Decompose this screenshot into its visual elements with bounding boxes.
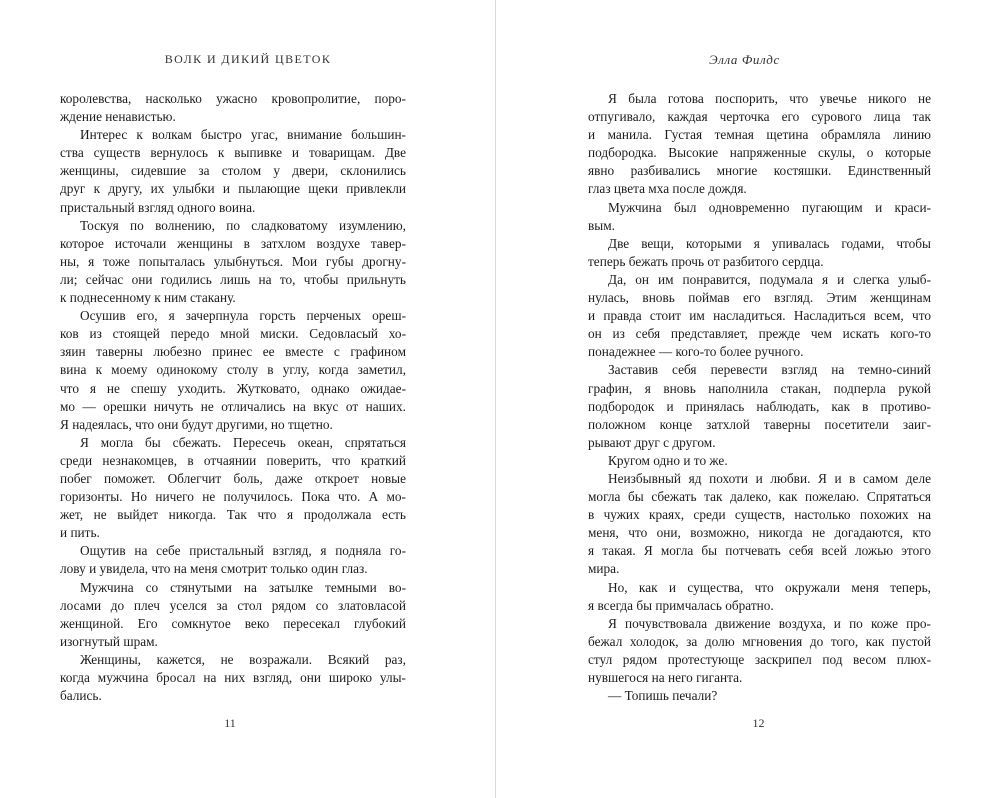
text-line: мо — орешки ничуть не отличались на вкус от наших. — [60, 398, 406, 414]
text-line: женщиной. Его сомкнутое веко пересекал глубокий — [60, 615, 406, 631]
text-line: изогнутый шрам. — [60, 633, 158, 649]
text-line: и манила. Густая темная щетина обрамляла линию — [588, 127, 931, 143]
running-head-author: Элла Филдс — [709, 52, 780, 67]
text-line: женщины, сидевшие за столом у двери, склонились — [60, 163, 406, 179]
text-line: ков из стоящей передо мной миски. Седовласый хо- — [60, 326, 406, 342]
text-line: жет, не выйдет никогда. Так что я продолжала есть — [60, 507, 406, 523]
text-line: пристальный взгляд одного воина. — [60, 199, 256, 215]
text-line: ждение ненавистью. — [60, 109, 176, 125]
text-line: ства существ вернулось к выпивке и товарищам. Две — [60, 145, 406, 161]
text-line: Но, как и существа, что окружали меня теперь, — [608, 579, 931, 595]
text-line: Интерес к волкам быстро угас, внимание большин- — [80, 127, 406, 143]
text-line: подбородок и принялась наблюдать, как в противо- — [588, 398, 931, 414]
left-page — [0, 0, 496, 798]
text-line: Неизбывный яд похоти и любви. Я и в самом деле — [608, 470, 931, 486]
text-line: могла бы сбежать так далеко, как пожелаю. Спрятаться — [588, 489, 931, 505]
text-line: вым. — [588, 217, 615, 233]
text-line: ли; сейчас они годились лишь на то, чтобы прильнуть — [60, 271, 406, 287]
running-head-title: ВОЛК И ДИКИЙ ЦВЕТОК — [164, 52, 332, 66]
text-line: Заставив себя перевести взгляд на темно-синий — [608, 362, 931, 378]
text-line: глаз цвета мха после дождя. — [588, 181, 747, 197]
text-line: он из себя представляет, прежде чем искать кого-то — [588, 326, 931, 342]
text-line: Мужчина был одновременно пугающим и краси- — [608, 199, 931, 215]
text-line: которое источали женщины в затхлом воздухе тавер- — [60, 235, 406, 251]
text-line: что я не спешу уходить. Жутковато, однако ожидае- — [60, 380, 406, 396]
text-line: я всегда бы примчалась обратно. — [588, 597, 774, 613]
text-line: мира. — [588, 561, 620, 577]
text-line: Тоскуя по волнению, по сладковатому изумлению, — [80, 217, 406, 233]
text-line: я такая. Я могла бы потчевать себя всей ложью этого — [588, 543, 931, 559]
text-line: графин, я вновь наполнила стакан, подперла рукой — [588, 380, 931, 396]
text-line: ны, я тоже попыталась улыбнуться. Мои губы дрогну- — [60, 253, 406, 269]
text-line: отпугивало, каждая черточка его сурового лица так — [588, 109, 931, 125]
right-page-body — [588, 90, 931, 705]
text-line: к поднесенному к ним стакану. — [60, 290, 236, 306]
text-line: Я могла бы сбежать. Пересечь океан, спрятаться — [80, 434, 406, 450]
text-line: Две вещи, которыми я упивалась годами, чтобы — [608, 235, 931, 251]
page-number: 12 — [752, 716, 765, 730]
text-line: горизонты. Но ничего не получилось. Пока что. А мо- — [60, 489, 406, 505]
text-line: в чужих краях, среди существ, настолько похожих на — [588, 507, 931, 523]
text-line: положном конце затхлой таверны посетители заиг- — [588, 416, 931, 432]
text-line: Женщины, кажется, не возражали. Всякий раз, — [80, 651, 406, 667]
text-line: Ощутив на себе пристальный взгляд, я подняла го- — [80, 543, 406, 559]
text-line: среди незнакомцев, в отчаянии поверить, что краткий — [60, 452, 406, 468]
right-page — [496, 0, 993, 798]
text-line: подбородка. Высокие напряженные скулы, о которые — [588, 145, 931, 161]
text-line: королевства, насколько ужасно кровопролитие, поро- — [60, 91, 406, 106]
text-line: рывают друг с другом. — [588, 434, 716, 450]
text-line: Кругом одно и то же. — [608, 452, 728, 468]
text-line: стул рядом протестующе заскрипел под весом плюх- — [588, 651, 931, 667]
text-line: бались. — [60, 688, 102, 704]
text-line: меня, что они, возможно, никогда не догадаются, кто — [588, 525, 931, 541]
text-line: теперь бежать прочь от разбитого сердца. — [588, 253, 824, 269]
text-line: лосами до плеч уселся за стол рядом со златовласой — [60, 597, 406, 613]
text-line: — Топишь печали? — [608, 688, 718, 704]
text-line: Да, он им понравится, подумала я и слегка улыб- — [608, 271, 931, 287]
text-line: понадежнее — кого-то более ручного. — [588, 344, 804, 360]
text-line: зяин таверны любезно принес ее вместе с графином — [60, 344, 406, 360]
text-line: бежал холодок, за долю мгновения до того, как пустой — [588, 633, 931, 649]
text-line: побег поможет. Облегчит боль, даже откроет новые — [60, 470, 406, 486]
text-line: вина к моему одинокому столу в углу, когда заметил, — [60, 362, 406, 378]
text-line: Я надеялась, что они будут другими, но тщетно. — [60, 416, 333, 432]
text-line: Я почувствовала движение воздуха, и по коже про- — [608, 615, 931, 631]
text-line: нувшегося на него гиганта. — [588, 670, 743, 685]
text-line: и пить. — [60, 525, 100, 541]
text-line: лову и увидела, что на меня смотрит только один глаз. — [60, 561, 368, 577]
text-line: нулась, вновь поймав его взгляд. Этим женщинам — [588, 290, 931, 306]
text-line: когда мужчина бросал на них взгляд, они широко улы- — [60, 670, 406, 685]
text-line: Я была готова поспорить, что увечье никого не — [608, 91, 931, 106]
text-line: явно разбивались многие костяшки. Единственный — [588, 163, 931, 179]
left-page-body — [60, 90, 406, 705]
text-line: друг к другу, их улыбки и пылающие щеки привлекли — [60, 181, 406, 197]
text-line: Мужчина со стянутыми на затылке темными во- — [80, 579, 406, 595]
page-number: 11 — [224, 716, 236, 730]
text-line: Осушив его, я зачерпнула горсть перченых ореш- — [80, 308, 406, 324]
text-line: и правда стоит им насладиться. Насладиться всем, что — [588, 308, 931, 324]
